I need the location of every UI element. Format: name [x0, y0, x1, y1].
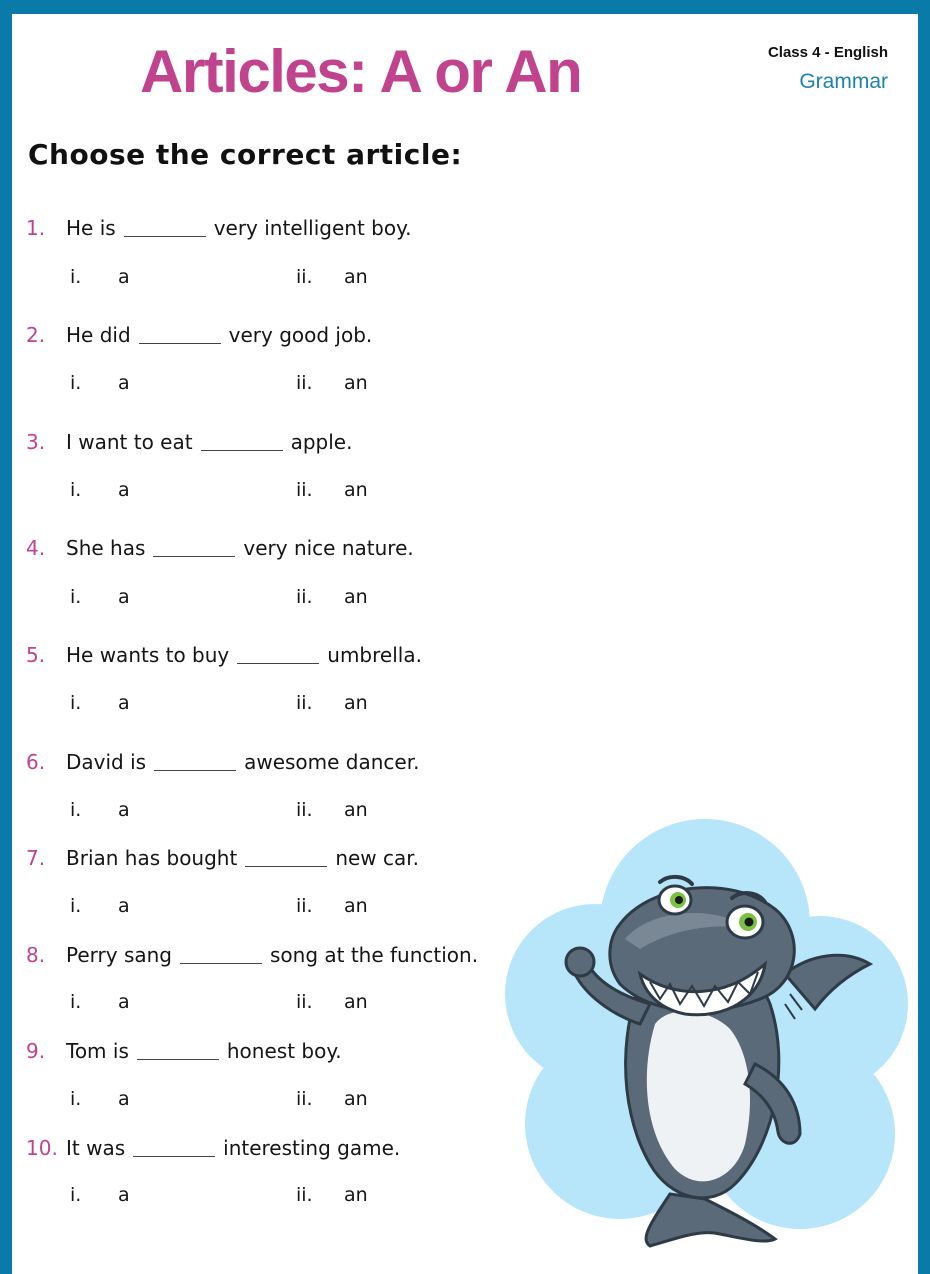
- worksheet-page: [12, 14, 918, 1274]
- option-text: a: [118, 586, 130, 608]
- option-2[interactable]: [296, 799, 368, 821]
- option-text: an: [344, 895, 368, 917]
- option-text: an: [344, 991, 368, 1013]
- question-text-after: umbrella.: [327, 643, 422, 667]
- question-number: 1.: [26, 216, 46, 240]
- answer-blank[interactable]: [153, 542, 235, 557]
- option-2[interactable]: [296, 266, 368, 288]
- answer-blank[interactable]: [180, 949, 262, 964]
- option-label: i.: [70, 266, 82, 288]
- option-text: a: [118, 692, 130, 714]
- option-1[interactable]: [70, 991, 130, 1013]
- option-label: ii.: [296, 266, 313, 288]
- option-text: an: [344, 1184, 368, 1206]
- question-number: 8.: [26, 943, 46, 967]
- option-label: i.: [70, 692, 82, 714]
- option-text: a: [118, 991, 130, 1013]
- question-text-before: He did: [66, 323, 131, 347]
- option-text: an: [344, 372, 368, 394]
- option-label: ii.: [296, 1088, 313, 1110]
- question-text-before: Brian has bought: [66, 846, 238, 870]
- option-2[interactable]: [296, 1088, 368, 1110]
- answer-blank[interactable]: [124, 222, 206, 237]
- question-text-after: new car.: [335, 846, 420, 870]
- question-number: 4.: [26, 536, 46, 560]
- question-text-before: I want to eat: [66, 430, 193, 454]
- option-2[interactable]: [296, 991, 368, 1013]
- option-label: i.: [70, 586, 82, 608]
- subject-label: Grammar: [799, 70, 888, 93]
- option-text: a: [118, 799, 130, 821]
- answer-blank[interactable]: [133, 1142, 215, 1157]
- option-text: a: [118, 372, 130, 394]
- option-2[interactable]: [296, 586, 368, 608]
- question-4: [26, 536, 414, 560]
- option-label: i.: [70, 895, 82, 917]
- question-text-after: awesome dancer.: [244, 750, 420, 774]
- question-text-after: apple.: [290, 430, 353, 454]
- question-text-after: song at the function.: [270, 943, 479, 967]
- option-1[interactable]: [70, 1184, 130, 1206]
- answer-blank[interactable]: [201, 436, 283, 451]
- question-7: [26, 846, 419, 870]
- shark-mascot-icon: [500, 814, 910, 1254]
- question-number: 3.: [26, 430, 46, 454]
- option-1[interactable]: [70, 799, 130, 821]
- question-3: [26, 430, 352, 454]
- question-number: 7.: [26, 846, 46, 870]
- answer-blank[interactable]: [154, 756, 236, 771]
- option-2[interactable]: [296, 479, 368, 501]
- question-text-before: It was: [66, 1136, 126, 1160]
- option-label: ii.: [296, 692, 313, 714]
- question-number: 9.: [26, 1039, 46, 1063]
- question-number: 10.: [26, 1136, 58, 1160]
- option-text: a: [118, 266, 130, 288]
- option-text: an: [344, 266, 368, 288]
- question-2: [26, 323, 372, 347]
- option-1[interactable]: [70, 372, 130, 394]
- answer-blank[interactable]: [245, 852, 327, 867]
- question-text-before: Perry sang: [66, 943, 172, 967]
- question-text-before: He wants to buy: [66, 643, 230, 667]
- option-label: ii.: [296, 799, 313, 821]
- answer-blank[interactable]: [137, 1045, 219, 1060]
- option-label: i.: [70, 1088, 82, 1110]
- worksheet-title: Articles: A or An: [140, 38, 582, 105]
- option-1[interactable]: [70, 479, 130, 501]
- question-text-before: She has: [66, 536, 146, 560]
- option-2[interactable]: [296, 372, 368, 394]
- option-1[interactable]: [70, 692, 130, 714]
- question-5: [26, 643, 422, 667]
- question-number: 6.: [26, 750, 46, 774]
- question-1: [26, 216, 411, 240]
- question-text-after: interesting game.: [223, 1136, 401, 1160]
- question-9: [26, 1039, 342, 1063]
- question-text-after: very good job.: [228, 323, 373, 347]
- option-text: an: [344, 586, 368, 608]
- option-text: an: [344, 1088, 368, 1110]
- question-text-after: very nice nature.: [243, 536, 414, 560]
- option-label: i.: [70, 991, 82, 1013]
- option-label: ii.: [296, 895, 313, 917]
- option-1[interactable]: [70, 895, 130, 917]
- question-8: [26, 943, 478, 967]
- question-6: [26, 750, 419, 774]
- option-text: an: [344, 479, 368, 501]
- option-label: i.: [70, 372, 82, 394]
- option-1[interactable]: [70, 586, 130, 608]
- class-label: Class 4 - English: [767, 44, 888, 61]
- option-label: i.: [70, 1184, 82, 1206]
- option-text: an: [344, 692, 368, 714]
- question-number: 5.: [26, 643, 46, 667]
- answer-blank[interactable]: [237, 649, 319, 664]
- question-text-before: Tom is: [66, 1039, 129, 1063]
- option-2[interactable]: [296, 1184, 368, 1206]
- question-text-before: David is: [66, 750, 147, 774]
- option-label: ii.: [296, 1184, 313, 1206]
- option-label: ii.: [296, 991, 313, 1013]
- option-text: a: [118, 895, 130, 917]
- option-text: a: [118, 1184, 130, 1206]
- option-text: a: [118, 1088, 130, 1110]
- instruction-heading: Choose the correct article:: [28, 138, 463, 171]
- option-2[interactable]: [296, 692, 368, 714]
- question-10: [26, 1136, 400, 1160]
- option-text: an: [344, 799, 368, 821]
- option-1[interactable]: [70, 266, 130, 288]
- question-text-before: He is: [66, 216, 116, 240]
- question-number: 2.: [26, 323, 46, 347]
- question-text-after: honest boy.: [226, 1039, 342, 1063]
- question-text-after: very intelligent boy.: [213, 216, 412, 240]
- option-label: ii.: [296, 372, 313, 394]
- option-2[interactable]: [296, 895, 368, 917]
- option-label: i.: [70, 799, 82, 821]
- option-1[interactable]: [70, 1088, 130, 1110]
- option-label: i.: [70, 479, 82, 501]
- option-text: a: [118, 479, 130, 501]
- option-label: ii.: [296, 586, 313, 608]
- answer-blank[interactable]: [139, 329, 221, 344]
- option-label: ii.: [296, 479, 313, 501]
